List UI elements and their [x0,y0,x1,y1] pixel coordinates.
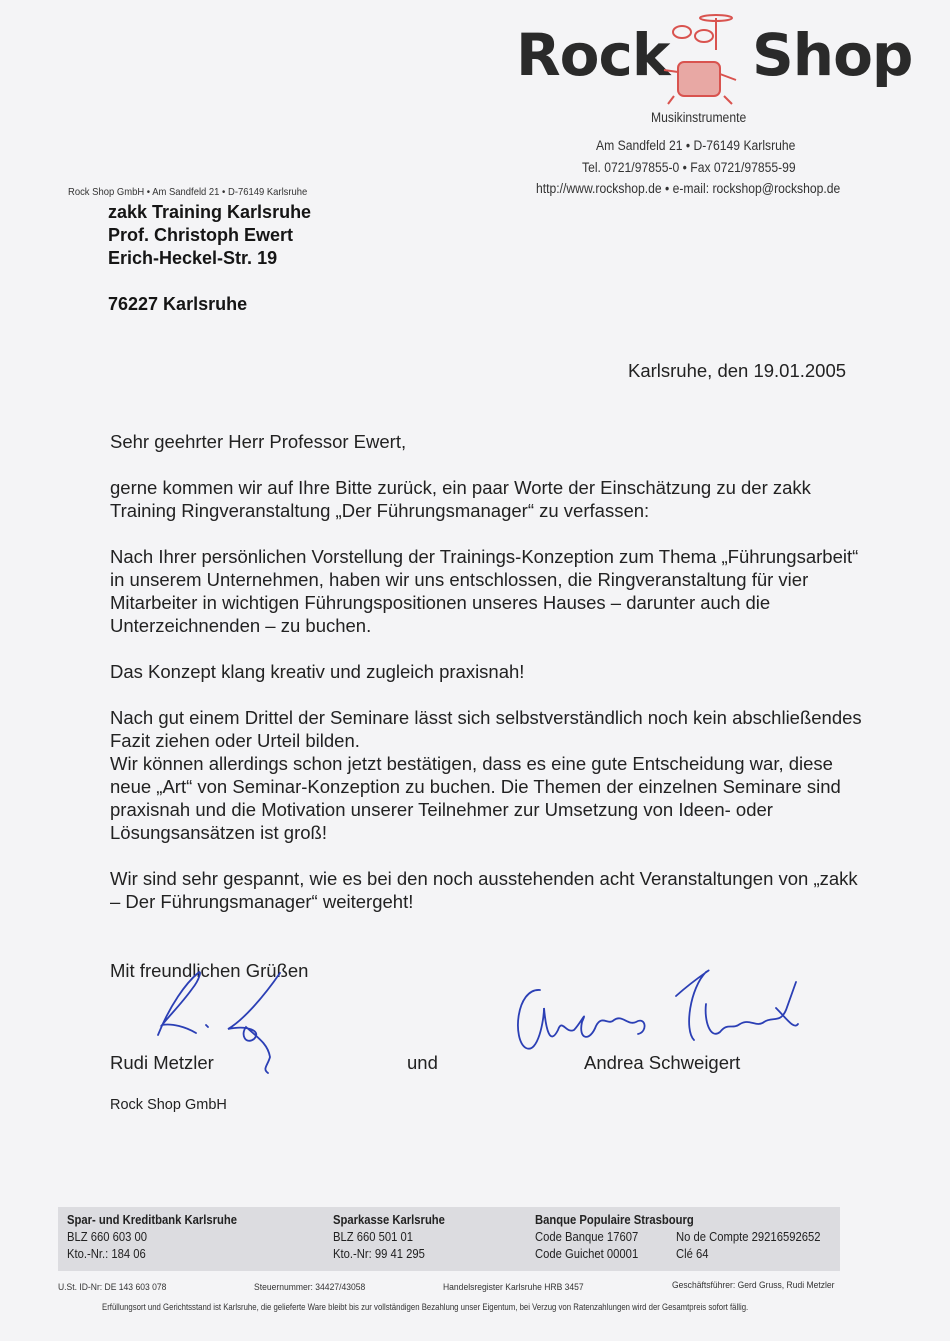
date-line: Karlsruhe, den 19.01.2005 [628,360,847,381]
recipient-line-1: zakk Training Karlsruhe [108,202,312,222]
footer-geschaeftsfuehrer: Geschäftsführer: Gerd Gruss, Rudi Metzler [672,1280,835,1291]
letterhead-address: Am Sandfeld 21 • D-76149 Karlsruhe [596,138,796,153]
signer-1-name: Rudi Metzler [110,1052,214,1073]
bank1-blz: BLZ 660 603 00 [67,1230,148,1244]
bank2-blz: BLZ 660 501 01 [333,1230,414,1244]
bank1-kto: Kto.-Nr.: 184 06 [67,1247,146,1261]
recipient-line-3: Erich-Heckel-Str. 19 [108,248,278,268]
paragraph-2: Nach Ihrer persönlichen Vorstellung der Trainings-Konzeption zum Thema „Führungsarbeit“ in unserem Unternehmen, haben wir uns entschlossen, die Ringveranstaltung für vier Mitarbeiter in wichtigen Führungspositionen unseres Hauses – darunter auch die Unterzeichnenden – zu buchen. [110,546,859,636]
recipient-line-2: Prof. Christoph Ewert [108,225,294,245]
letterhead-phone: Tel. 0721/97855-0 • Fax 0721/97855-99 [582,160,796,175]
signer-2-name: Andrea Schweigert [584,1052,741,1073]
recipient-postcode-city: 76227 Karlsruhe [108,294,248,314]
bank3-code-banque: Code Banque 17607 [535,1230,639,1244]
connector-und: und [407,1052,438,1073]
paragraph-1: gerne kommen wir auf Ihre Bitte zurück, ein paar Worte der Einschätzung zu der zakk Training Ringveranstaltung „Der Führungsmanager“ zu verfassen: [110,477,811,521]
bank3-compte: No de Compte 29216592652 [676,1230,821,1244]
letter-body [110,430,868,936]
paragraph-3: Das Konzept klang kreativ und zugleich praxisnah! [110,661,525,682]
paragraph-4: Nach gut einem Drittel der Seminare lässt sich selbstverständlich noch kein abschließendes Fazit ziehen oder Urteil bilden. [110,707,862,751]
footer-ust-id: U.St. ID-Nr: DE 143 603 078 [58,1282,167,1293]
company-name: Rock Shop GmbH [110,1097,227,1113]
footer-steuernummer: Steuernummer: 34427/43058 [254,1282,366,1293]
logo-rock-word: Rock [516,21,670,89]
bank2-name: Sparkasse Karlsruhe [333,1213,445,1227]
drum-kit-logo-icon [660,10,740,106]
salutation: Sehr geehrter Herr Professor Ewert, [110,431,407,452]
closing-greeting: Mit freundlichen Grüßen [110,960,309,981]
signature-andrea-schweigert [510,960,810,1060]
paragraph-6: Wir sind sehr gespannt, wie es bei den noch ausstehenden acht Veranstaltungen von „zakk – Der Führungsmanager“ weitergeht! [110,868,858,912]
paragraph-5: Wir können allerdings schon jetzt bestätigen, dass es eine gute Entscheidung war, diese neue „Art“ von Seminar-Konzeption zu buchen. Die Themen der einzelnen Seminare sind praxisnah und die Motivation unserer Teilnehmer zur Umsetzung von Ideen- oder Lösungsansätzen ist groß! [110,753,841,843]
letterhead-web: http://www.rockshop.de • e-mail: rockshop@rockshop.de [536,181,841,196]
letterhead-tagline: Musikinstrumente [651,110,747,125]
sender-return-line: Rock Shop GmbH • Am Sandfeld 21 • D-76149 Karlsruhe [68,186,308,198]
footer-legal-notice: Erfüllungsort und Gerichtsstand ist Karlsruhe, die gelieferte Ware bleibt bis zur vollständigen Bezahlung unser Eigentum, bei Verzug von Ratenzahlungen wird der Gesamtpreis sofort fällig. [102,1302,749,1313]
footer-handelsregister: Handelsregister Karlsruhe HRB 3457 [443,1282,584,1293]
bank3-name: Banque Populaire Strasbourg [535,1213,694,1227]
logo-shop-word: Shop [752,21,913,89]
bank3-code-guichet: Code Guichet 00001 [535,1247,639,1261]
bank1-name: Spar- und Kreditbank Karlsruhe [67,1213,238,1227]
bank2-kto: Kto.-Nr: 99 41 295 [333,1247,425,1261]
bank3-cle: Clé 64 [676,1247,709,1261]
